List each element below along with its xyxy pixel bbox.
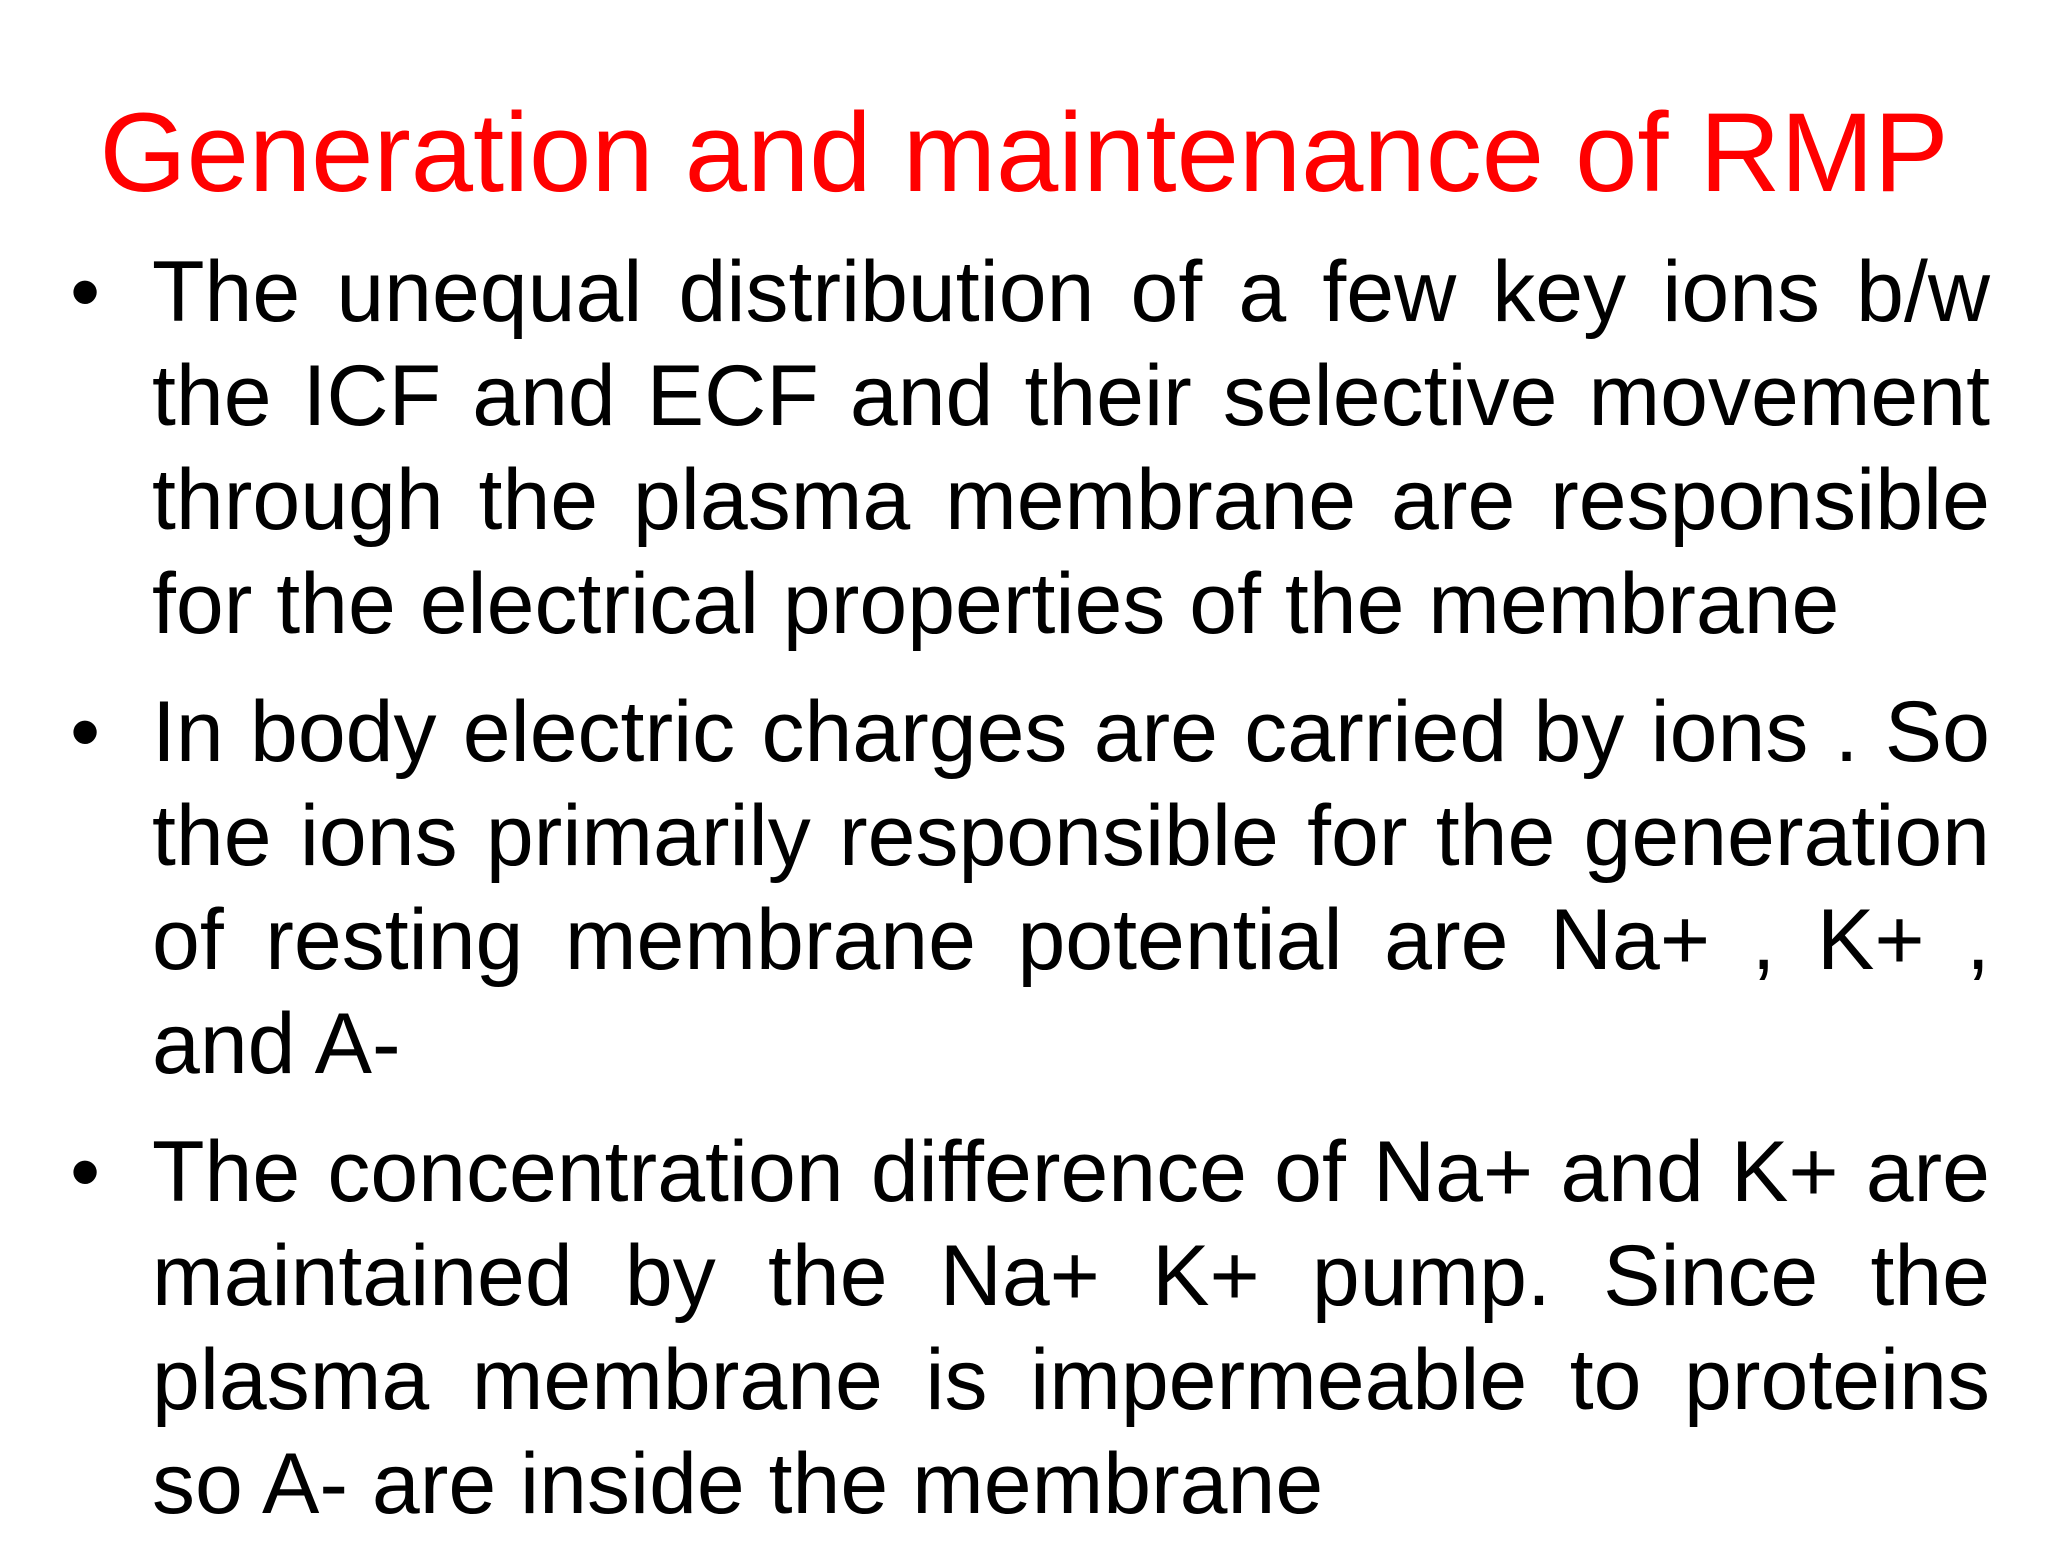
- bullet-text: The concentration difference of Na+ and K+ are maintained by the Na+ K+ pump. Since the plasma membrane is impermeable to proteins so A- are inside the membrane: [152, 1124, 1990, 1532]
- bullet-text: The unequal distribution of a few key ions b/w the ICF and ECF and their selective movement through the plasma membrane are responsible for the electrical properties of the membrane: [152, 244, 1990, 652]
- bullet-point-icon: •: [70, 1124, 101, 1220]
- bullet-list: [70, 240, 1990, 1560]
- bullet-item: [70, 240, 1990, 656]
- bullet-text: In body electric charges are carried by ions . So the ions primarily responsible for the generation of resting membrane potential are Na+ , K+ , and A-: [152, 684, 1990, 1092]
- slide-title: Generation and maintenance of RMP: [99, 90, 1949, 215]
- bullet-item: [70, 1120, 1990, 1536]
- bullet-item: [70, 680, 1990, 1096]
- bullet-point-icon: •: [70, 244, 101, 340]
- bullet-point-icon: •: [70, 684, 101, 780]
